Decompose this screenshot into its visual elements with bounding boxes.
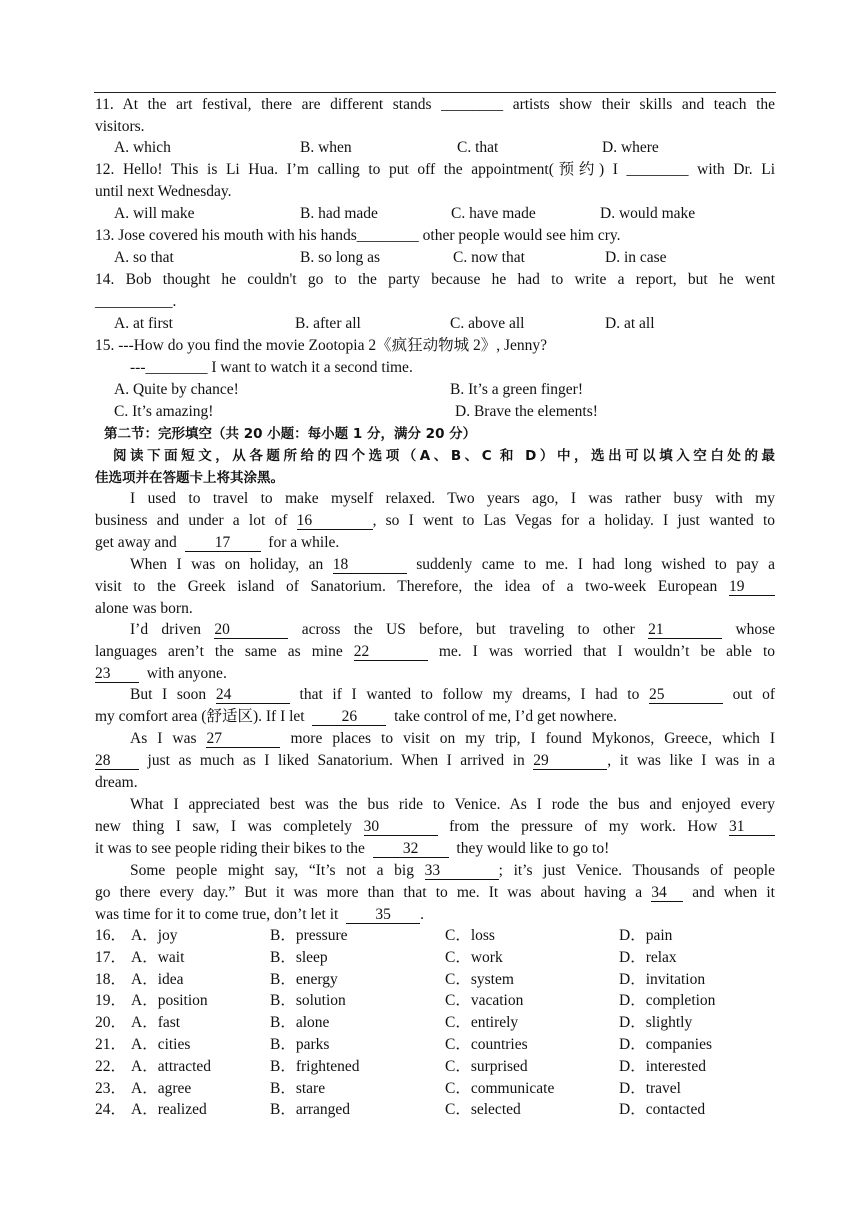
section-instruction-line-1: 阅读下面短文，从各题所给的四个选项（A、B、C 和 D）中，选出可以填入空白处的最: [113, 448, 775, 464]
q15-option-c: C. It’s amazing!: [114, 403, 214, 420]
blank-31: 31: [729, 818, 775, 836]
cloze-option-row-number: 23．: [95, 1079, 127, 1097]
blank-34: 34: [651, 884, 683, 902]
blank-20: 20: [214, 621, 288, 639]
blank-18: 18: [333, 556, 407, 574]
cloze-option-row-number: 24．: [95, 1101, 127, 1119]
q14-option-a: A. at first: [114, 315, 173, 332]
cloze-option-row-number: 16．: [95, 927, 127, 944]
q12-option-b: B. had made: [300, 205, 378, 222]
q13-option-c: C. now that: [453, 249, 525, 266]
cloze-option-b: B．frightened: [270, 1057, 360, 1075]
passage-line-2: business and under a lot of 16 , so I went to Las Vegas for a holiday. I just wanted to: [95, 512, 776, 529]
blank-16: 16: [297, 512, 373, 530]
section-title: 第二节：完形填空（共 20 小题：每小题 1 分，满分 20 分）: [104, 426, 477, 442]
blank-33: 33: [425, 862, 499, 880]
cloze-option-d: D．invitation: [619, 970, 706, 988]
passage-line-11: my comfort area (舒适区). If I let 26 take control of me, I’d get nowhere.: [95, 708, 618, 725]
blank-23: 23: [95, 665, 139, 683]
cloze-option-d: D．companies: [619, 1036, 712, 1053]
blank-30: 30: [364, 818, 438, 836]
blank-24: 24: [216, 686, 290, 704]
q12-option-d: D. would make: [600, 205, 696, 222]
passage-line-9: 23 with anyone.: [95, 665, 227, 682]
passage-line-14: dream.: [95, 774, 138, 791]
question-11-line-2: visitors.: [95, 118, 145, 135]
blank-22: 22: [354, 643, 428, 661]
passage-line-12: As I was 27 more places to visit on my trip, I found Mykonos, Greece, which I: [130, 730, 776, 747]
question-14-line-2: __________.: [95, 293, 177, 310]
cloze-option-a: A．idea: [131, 970, 184, 988]
cloze-option-a: A．wait: [131, 948, 185, 966]
cloze-option-row-number: 20．: [95, 1014, 127, 1032]
cloze-option-b: B．arranged: [270, 1101, 351, 1119]
cloze-option-c: C．countries: [445, 1036, 528, 1053]
blank-19: 19: [729, 578, 775, 596]
cloze-option-row-number: 17．: [95, 948, 127, 966]
blank-27: 27: [206, 730, 280, 748]
cloze-option-b: B．stare: [270, 1079, 326, 1097]
cloze-option-b: B．parks: [270, 1036, 330, 1053]
blank-21: 21: [648, 621, 722, 639]
passage-line-4: When I was on holiday, an 18 suddenly came to me. I had long wished to pay a: [130, 556, 776, 573]
q13-option-d: D. in case: [605, 249, 667, 266]
q13-option-a: A. so that: [114, 249, 174, 266]
cloze-option-d: D．pain: [619, 927, 673, 944]
question-14-line-1: 14. Bob thought he couldn't go to the party because he had to write a report, but he went: [95, 271, 776, 288]
cloze-option-d: D．interested: [619, 1057, 706, 1075]
passage-line-3: get away and 17 for a while.: [95, 534, 340, 551]
cloze-option-a: A．joy: [131, 927, 178, 944]
passage-line-5: visit to the Greek island of Sanatorium. Therefore, the idea of a two-week European 19: [95, 576, 775, 598]
question-15-line-1: 15. ---How do you find the movie Zootopia 2《疯狂动物城 2》, Jenny?: [95, 337, 548, 354]
cloze-option-a: A．cities: [131, 1036, 191, 1053]
blank-17: 17: [185, 534, 261, 552]
q11-option-d: D. where: [602, 139, 659, 156]
passage-line-18: Some people might say, “It’s not a big 33 ; it’s just Venice. Thousands of people: [130, 862, 775, 879]
q11-option-c: C. that: [457, 139, 499, 156]
question-13-line-1: 13. Jose covered his mouth with his hands________ other people would see him cry.: [95, 227, 621, 244]
cloze-option-b: B．pressure: [270, 927, 348, 944]
q14-option-d: D. at all: [605, 315, 655, 332]
q12-option-c: C. have made: [451, 205, 536, 222]
passage-line-8: languages aren’t the same as mine 22 me. I was worried that I wouldn’t be able to: [95, 643, 776, 660]
blank-29: 29: [533, 752, 607, 770]
blank-28: 28: [95, 752, 139, 770]
cloze-option-d: D．travel: [619, 1079, 681, 1097]
passage-line-6: alone was born.: [95, 600, 193, 617]
passage-line-13: 28 just as much as I liked Sanatorium. When I arrived in 29 , it was like I was in a: [95, 752, 776, 769]
section-instruction-line-2: 佳选项并在答题卡上将其涂黑。: [95, 470, 284, 486]
cloze-option-d: D．completion: [619, 992, 716, 1010]
passage-line-10: But I soon 24 that if I wanted to follow my dreams, I had to 25 out of: [130, 686, 776, 703]
cloze-option-row-number: 22．: [95, 1057, 127, 1075]
cloze-option-a: A．attracted: [131, 1057, 212, 1075]
q11-option-b: B. when: [300, 139, 352, 156]
passage-line-1: I used to travel to make myself relaxed. Two years ago, I was rather busy with my: [130, 490, 775, 507]
cloze-option-a: A．agree: [131, 1079, 192, 1097]
cloze-option-c: C．system: [445, 970, 514, 988]
cloze-option-row-number: 21．: [95, 1036, 127, 1053]
q13-option-b: B. so long as: [300, 249, 381, 266]
cloze-option-c: C．vacation: [445, 992, 524, 1010]
passage-line-20: was time for it to come true, don’t let it 35 .: [95, 906, 424, 923]
passage-line-7: I’d driven 20 across the US before, but traveling to other 21 whose: [130, 621, 776, 638]
cloze-option-row-number: 19．: [95, 992, 127, 1010]
q12-option-a: A. will make: [114, 205, 195, 222]
passage-line-16: new thing I saw, I was completely 30 from the pressure of my work. How 31: [95, 816, 775, 838]
cloze-option-b: B．alone: [270, 1014, 330, 1032]
cloze-option-b: B．solution: [270, 992, 346, 1010]
cloze-option-a: A．realized: [131, 1101, 207, 1119]
passage-line-15: What I appreciated best was the bus ride to Venice. As I rode the bus and enjoyed every: [130, 796, 775, 813]
cloze-option-d: D．relax: [619, 948, 677, 966]
blank-32: 32: [373, 840, 449, 858]
cloze-option-d: D．slightly: [619, 1014, 693, 1032]
cloze-option-c: C．entirely: [445, 1014, 519, 1032]
cloze-option-c: C．surprised: [445, 1057, 528, 1075]
q14-option-b: B. after all: [295, 315, 361, 332]
q11-option-a: A. which: [114, 139, 171, 156]
cloze-option-c: C．work: [445, 948, 503, 966]
passage-line-19: go there every day.” But it was more than that to me. It was about having a 34 and when it: [95, 884, 775, 901]
cloze-option-row-number: 18．: [95, 970, 127, 988]
question-12-line-2: until next Wednesday.: [95, 183, 232, 200]
q15-option-d: D. Brave the elements!: [455, 403, 598, 420]
cloze-option-c: C．selected: [445, 1101, 521, 1119]
question-11-line-1: 11. At the art festival, there are different stands ________ artists show their skills and teach the: [95, 96, 776, 113]
blank-26: 26: [312, 708, 386, 726]
cloze-option-c: C．loss: [445, 927, 495, 944]
cloze-option-c: C．communicate: [445, 1079, 555, 1097]
q15-option-b: B. It’s a green finger!: [450, 381, 583, 398]
q15-option-a: A. Quite by chance!: [114, 381, 239, 398]
question-12-line-1: 12. Hello! This is Li Hua. I’m calling to put off the appointment(预约) I ________ with Dr. Li: [95, 161, 776, 178]
q14-option-c: C. above all: [450, 315, 525, 332]
cloze-option-a: A．position: [131, 992, 208, 1010]
blank-35: 35: [346, 906, 420, 924]
blank-25: 25: [649, 686, 723, 704]
passage-line-17: it was to see people riding their bikes to the 32 they would like to go to!: [95, 840, 610, 857]
question-15-line-2: ---________ I want to watch it a second time.: [130, 359, 413, 376]
cloze-option-b: B．energy: [270, 970, 338, 988]
cloze-option-d: D．contacted: [619, 1101, 706, 1119]
header-rule: [94, 92, 776, 93]
cloze-option-a: A．fast: [131, 1014, 181, 1032]
cloze-option-b: B．sleep: [270, 948, 328, 966]
